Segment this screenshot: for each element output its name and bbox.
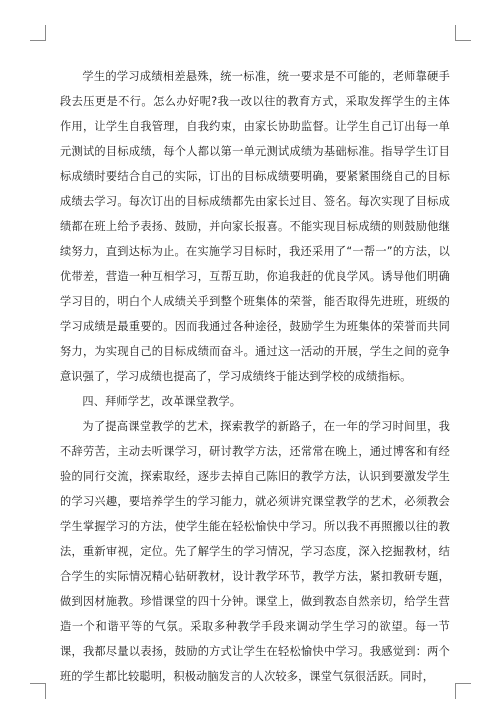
crop-mark-top-left-h [30,40,46,41]
crop-mark-bottom-left-h [30,683,46,684]
crop-mark-top-right-v [455,25,456,41]
section-heading-four: 四、拜师学艺，改革课堂教学。 [82,395,242,408]
crop-mark-top-right-h [455,40,471,41]
crop-mark-top-left-v [45,25,46,41]
document-body [60,64,450,689]
crop-mark-bottom-right-h [455,683,471,684]
paragraph-target-scores: 学生的学习成绩相差悬殊，统一标准，统一要求是不可能的，老师靠硬手段去压更是不行。怎么办好呢?我一改以往的教育方式，采取发挥学生的主体作用，让学生自我管理，自我约束，由家长协助监督。让学生自己订出每一单元测试的目标成绩，每个人都以第一单元测试成绩为基础标准。指导学生订目标成绩时要结合自己的实际，订出的目标成绩要明确，要紧紧围绕自己的目标成绩去学习。每次订出的目标成绩都先由家长过目、签名。每次实现了目标成绩都在班上给予表扬、鼓励，并向家长报喜。不能实现目标成绩的则鼓励他继续努力，直到达标为止。在实施学习目标时，我还采用了“一帮一”的方法，以优带差，营造一种互相学习，互帮互助，你追我赶的优良学风。诱导他们明确学习目的，明白个人成绩关乎到整个班集体的荣誉，能否取得先进班，班级的学习成绩是最重要的。因而我通过各种途径，鼓励学生为班集体的荣誉而共同努力，为实现自己的目标成绩而奋斗。通过这一活动的开展，学生之间的竞争意识强了，学习成绩也提高了，学习成绩终于能达到学校的成绩指标。 [60,70,450,383]
crop-mark-bottom-right-v [455,683,456,699]
crop-mark-bottom-left-v [45,683,46,699]
paragraph-classroom-teaching: 为了提高课堂教学的艺术，探索教学的新路子，在一年的学习时间里，我不辞劳苦，主动去听课学习，研讨教学方法，还常常在晚上，通过博客和有经验的同行交流，探索取经，逐步去掉自己陈旧的教学方法，认识到要激发学生的学习兴趣，要培养学生的学习能力，就必须讲究课堂教学的艺术，必须教会学生掌握学习的方法，使学生能在轻松愉快中学习。所以我不再照搬以往的教法，重新审视，定位。先了解学生的学习情况，学习态度，深入挖掘教材，结合学生的实际情况精心钻研教材，设计教学环节，教学方法，紧扣教研专题，做到因材施教。珍惜课堂的四十分钟。课堂上，做到教态自然亲切，给学生营造一个和谐平等的气氛。采取多种教学手段来调动学生学习的欲望。每一节课，我都尽量以表扬，鼓励的方式让学生在轻松愉快中学习。我感觉到：两个班的学生都比较聪明，积极动脑发言的人次较多，课堂气氛很活跃。同时， [60,420,450,683]
